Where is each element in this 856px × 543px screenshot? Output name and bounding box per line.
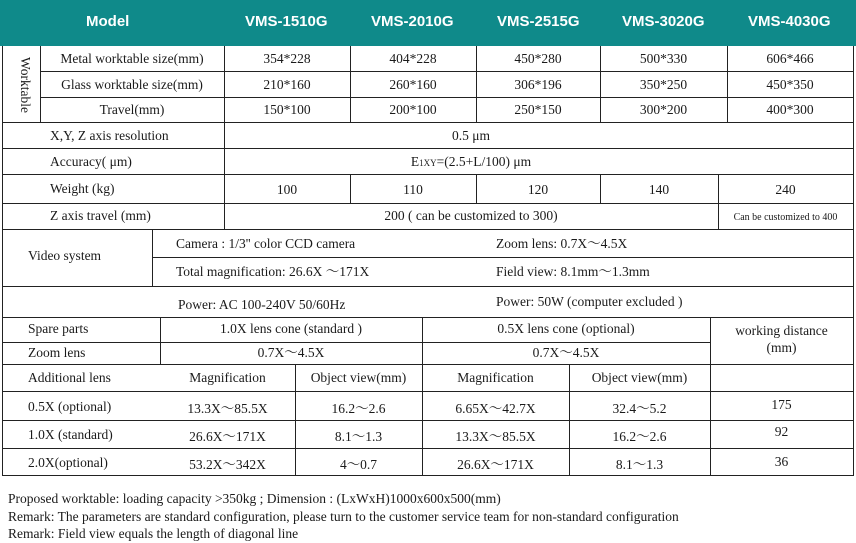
cell: 140 [648,182,670,197]
model-header: Model [86,13,130,30]
zoom-lens-spec: Zoom lens: 0.7X～4.5X [496,236,628,251]
cell: 175 [771,397,792,412]
cell: 606*466 [766,51,814,66]
cell: 92 [774,424,789,439]
travel-label: Travel(mm) [99,102,165,117]
video-system-label: Video system [28,248,102,263]
note-field-view: Remark: Field view equals the length of diagonal line [8,526,299,541]
col-magnification: Magnification [189,370,266,385]
cell: 306*196 [514,77,562,92]
accuracy-prefix: E [410,154,420,169]
additional-lens-label: Additional lens [28,370,111,385]
field-view: Field view: 8.1mm～1.3mm [496,264,650,279]
camera-spec: Camera : 1/3'' color CCD camera [176,236,356,251]
cell: 210*160 [263,77,311,92]
col-object-view: Object view(mm) [310,370,407,385]
cell: 32.4～5.2 [612,401,667,416]
cell: 26.6X～171X [189,429,266,444]
lens-row-label: 0.5X (optional) [28,399,112,414]
col-magnification: Magnification [457,370,534,385]
resolution-label: X,Y, Z axis resolution [50,128,169,143]
col-object-view: Object view(mm) [591,370,688,385]
cell: 8.1～1.3 [615,457,664,472]
power-computer: Power: 50W (computer excluded ) [496,294,683,309]
zoom-lens-optional: 0.7X～4.5X [532,345,600,360]
worktable-group-label: Worktable [18,57,33,113]
remarks [8,490,679,543]
accuracy-formula: =(2.5+L/100) μm [436,154,532,169]
cell: 500*330 [639,51,688,66]
lens-cone-optional: 0.5X lens cone (optional) [497,321,635,336]
cell: 4～0.7 [339,457,378,472]
z-travel-custom: Can be customized to 400 [733,212,838,223]
cell: 260*160 [389,77,437,92]
zoom-lens-label: Zoom lens [28,345,86,360]
note-standard-config: Remark: The parameters are standard configuration, please turn to the customer service team for non-standard configuration [8,508,679,524]
cell: 36 [774,454,789,469]
accuracy-value [224,154,718,171]
cell: 404*228 [389,51,437,66]
glass-worktable-label: Glass worktable size(mm) [61,77,203,92]
cell: 250*150 [514,102,562,117]
resolution-value: 0.5 μm [452,128,490,143]
cell: 100 [276,182,298,197]
cell: 16.2～2.6 [612,429,667,444]
z-travel-label: Z axis travel (mm) [50,208,151,223]
cell: 240 [775,182,796,197]
accuracy-label: Accuracy( μm) [50,154,132,169]
weight-label: Weight (kg) [50,181,115,196]
z-travel-value: 200 ( can be customized to 300) [384,208,558,223]
cell: 200*100 [389,102,437,117]
power-main: Power: AC 100-240V 50/60Hz [178,297,346,312]
cell: 13.3X～85.5X [455,429,536,444]
lens-row-label: 2.0X(optional) [28,455,108,470]
cell: 450*350 [766,77,814,92]
model-vms-3020g: VMS-3020G [622,13,705,30]
cell: 110 [403,182,423,197]
accuracy-subscript: 1XY [419,158,437,168]
cell: 16.2～2.6 [331,401,386,416]
lens-cone-standard: 1.0X lens cone (standard ) [219,321,363,336]
model-vms-2010g: VMS-2010G [371,13,454,30]
cell: 354*228 [263,51,311,66]
cell: 300*200 [639,102,688,117]
model-vms-2515g: VMS-2515G [497,13,580,30]
working-distance-unit: (mm) [766,340,797,355]
model-vms-4030g: VMS-4030G [748,13,831,30]
cell: 150*100 [263,102,311,117]
cell: 53.2X～342X [189,457,266,472]
working-distance-label: working distance [735,323,828,338]
note-worktable: Proposed worktable: loading capacity >350kg ; Dimension : (LxWxH)1000x600x500(mm) [8,491,501,506]
cell: 350*250 [639,77,688,92]
cell: 8.1～1.3 [334,429,383,444]
total-magnification: Total magnification: 26.6X ～171X [176,264,370,279]
model-vms-1510g: VMS-1510G [245,13,328,30]
lens-row-label: 1.0X (standard) [28,427,113,442]
cell: 6.65X～42.7X [455,401,536,416]
spare-parts-label: Spare parts [28,321,89,336]
metal-worktable-label: Metal worktable size(mm) [60,51,204,66]
cell: 120 [527,182,549,197]
cell: 26.6X～171X [457,457,534,472]
zoom-lens-standard: 0.7X～4.5X [257,345,325,360]
cell: 400*300 [766,102,814,117]
cell: 13.3X～85.5X [187,401,268,416]
cell: 450*280 [514,51,562,66]
